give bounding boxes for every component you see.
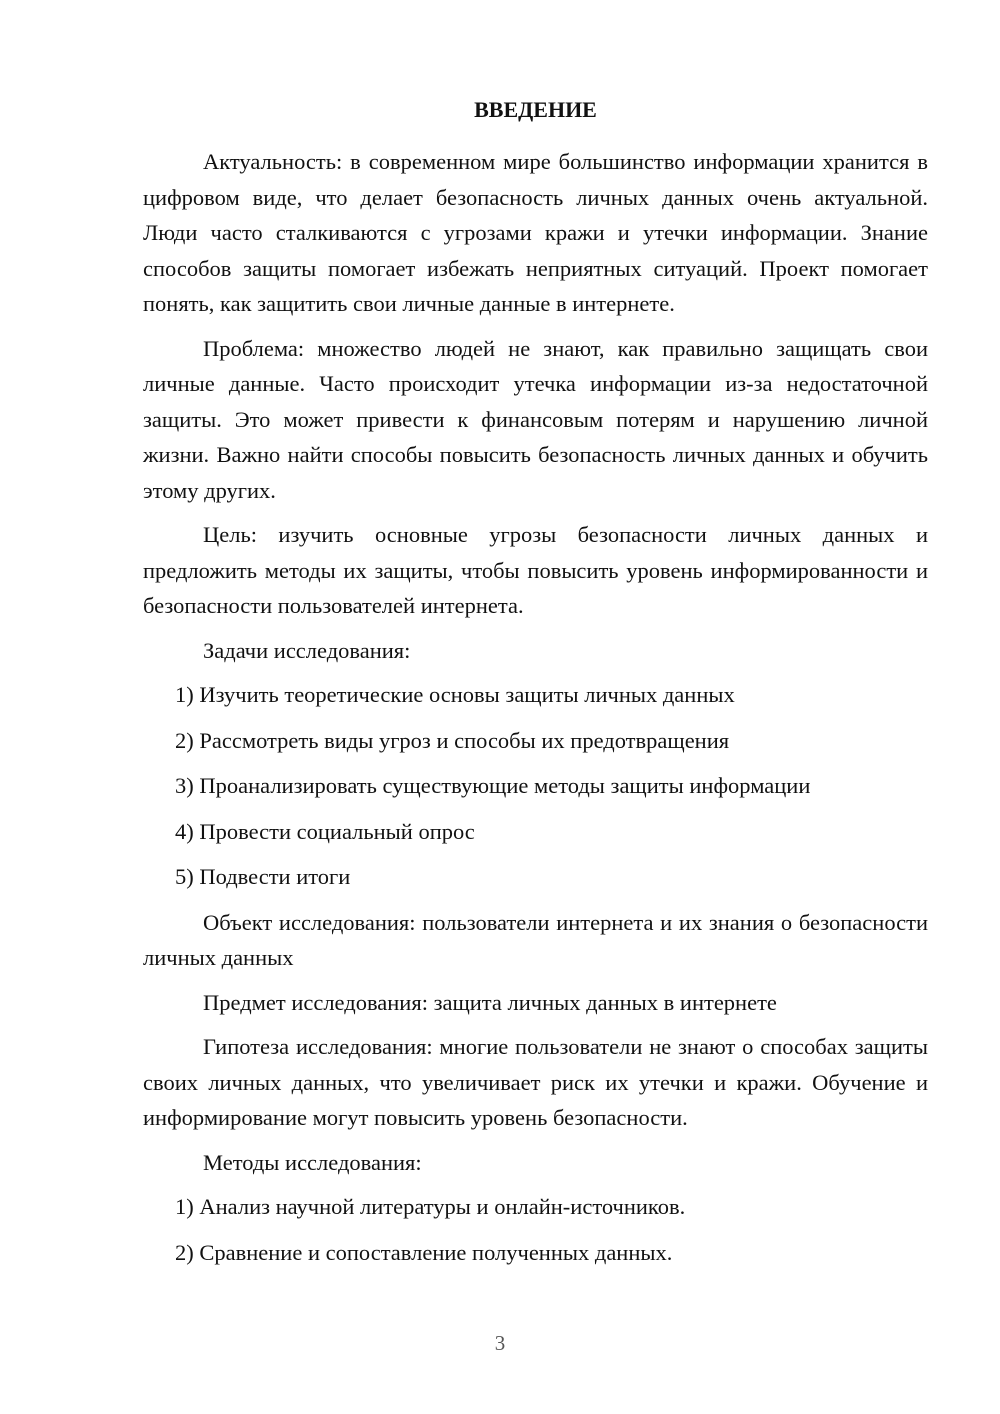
subject-paragraph: Предмет исследования: защита личных данных в интернете [203, 989, 777, 1015]
tasks-heading: Задачи исследования: [203, 637, 411, 663]
problem-paragraph: Проблема: множество людей не знают, как правильно защищать свои личные данные. Часто происходит утечка информации из-за недостаточной защиты. Это может привести к финансовым потерям и нарушению личной жизни. Важно найти способы повысить безопасность личных данных и обучить этому других. [143, 335, 928, 503]
document-page [143, 92, 928, 1280]
list-item: 2) Рассмотреть виды угроз и способы их предотвращения [175, 727, 730, 753]
hypothesis-paragraph: Гипотеза исследования: многие пользователи не знают о способах защиты своих личных данных, что увеличивает риск их утечки и кражи. Обучение и информирование могут повысить уровень безопасности. [143, 1034, 928, 1130]
object-paragraph: Объект исследования: пользователи интернета и их знания о безопасности личных данных [143, 909, 928, 970]
list-item: 4) Провести социальный опрос [175, 818, 475, 844]
methods-heading: Методы исследования: [203, 1149, 422, 1175]
goal-paragraph: Цель: изучить основные угрозы безопасности личных данных и предложить методы их защиты, чтобы повысить уровень информированности и безопасности пользователей интернета. [143, 522, 928, 618]
relevance-paragraph: Актуальность: в современном мире большинство информации хранится в цифровом виде, что делает безопасность личных данных очень актуальной. Люди часто сталкиваются с угрозами кражи и утечки информации. Знание способов защиты помогает избежать неприятных ситуаций. Проект помогает понять, как защитить свои личные данные в интернете. [143, 149, 928, 316]
list-item: 3) Проанализировать существующие методы защиты информации [175, 773, 811, 798]
list-item: 2) Сравнение и сопоставление полученных данных. [175, 1239, 673, 1265]
methods-list [143, 1189, 928, 1270]
list-item: 5) Подвести итоги [175, 864, 351, 889]
list-item: 1) Анализ научной литературы и онлайн-источников. [175, 1194, 686, 1219]
tasks-list [143, 677, 928, 895]
page-number: 3 [494, 1331, 506, 1355]
page-title: ВВЕДЕНИЕ [474, 97, 597, 122]
list-item: 1) Изучить теоретические основы защиты личных данных [175, 682, 735, 707]
